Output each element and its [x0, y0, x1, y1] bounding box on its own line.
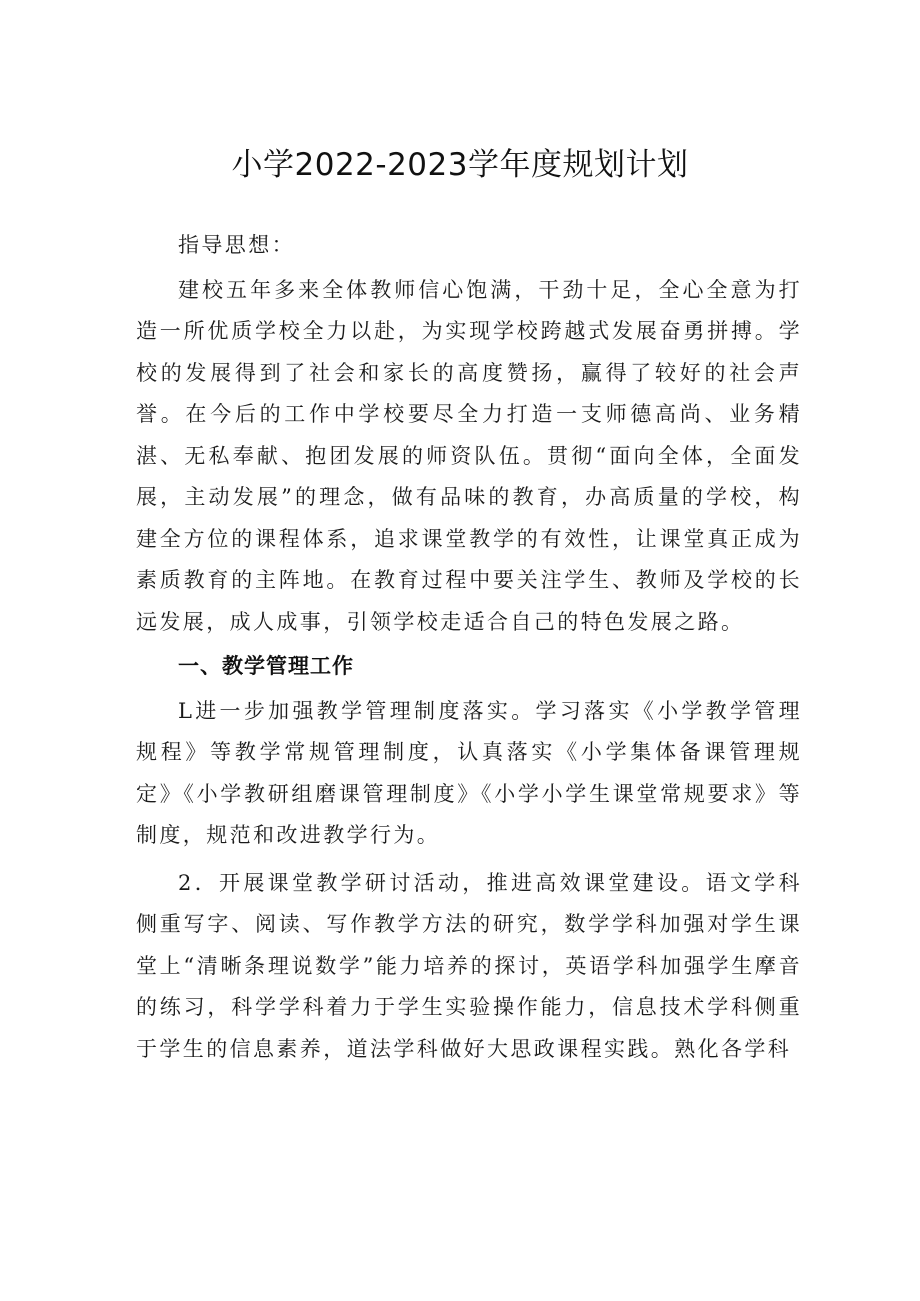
guiding-paragraph: 建校五年多来全体教师信心饱满，干劲十足，全心全意为打造一所优质学校全力以赴，为实现学校跨越式发展奋勇拼搏。学校的发展得到了社会和家长的高度赞扬，赢得了较好的社会声誉。在今后的工作中学校要尽全力打造一支师德高尚、业务精湛、无私奉献、抱团发展的师资队伍。贯彻“面向全体，全面发展，主动发展”的理念，做有品味的教育，办高质量的学校，构建全方位的课程体系，追求课堂教学的有效性，让课堂真正成为素质教育的主阵地。在教育过程中要关注学生、教师及学校的长远发展，成人成事，引领学校走适合自己的特色发展之路。	[136, 277, 802, 634]
list-item: L进一步加强教学管理制度落实。学习落实《小学教学管理规程》等教学常规管理制度，认真落实《小学集体备课管理规定》《小学教研组磨课管理制度》《小学小学生课堂常规要求》等制度，规范和改进教学行为。	[136, 698, 802, 847]
section-heading-teaching-management: 一、教学管理工作	[178, 654, 354, 678]
document-title: 小学2022-2023学年度规划计划	[231, 147, 689, 183]
document-body	[136, 225, 802, 1070]
list-item: 2．开展课堂教学研讨活动，推进高效课堂建设。语文学科侧重写字、阅读、写作教学方法的研究，数学学科加强对学生课堂上“清晰条理说数学”能力培养的探讨，英语学科加强学生摩音的练习，科学学科着力于学生实验操作能力，信息技术学科侧重于学生的信息素养，道法学科做好大思政课程实践。熟化各学科	[136, 870, 802, 1061]
guiding-label: 指导思想：	[178, 233, 295, 257]
